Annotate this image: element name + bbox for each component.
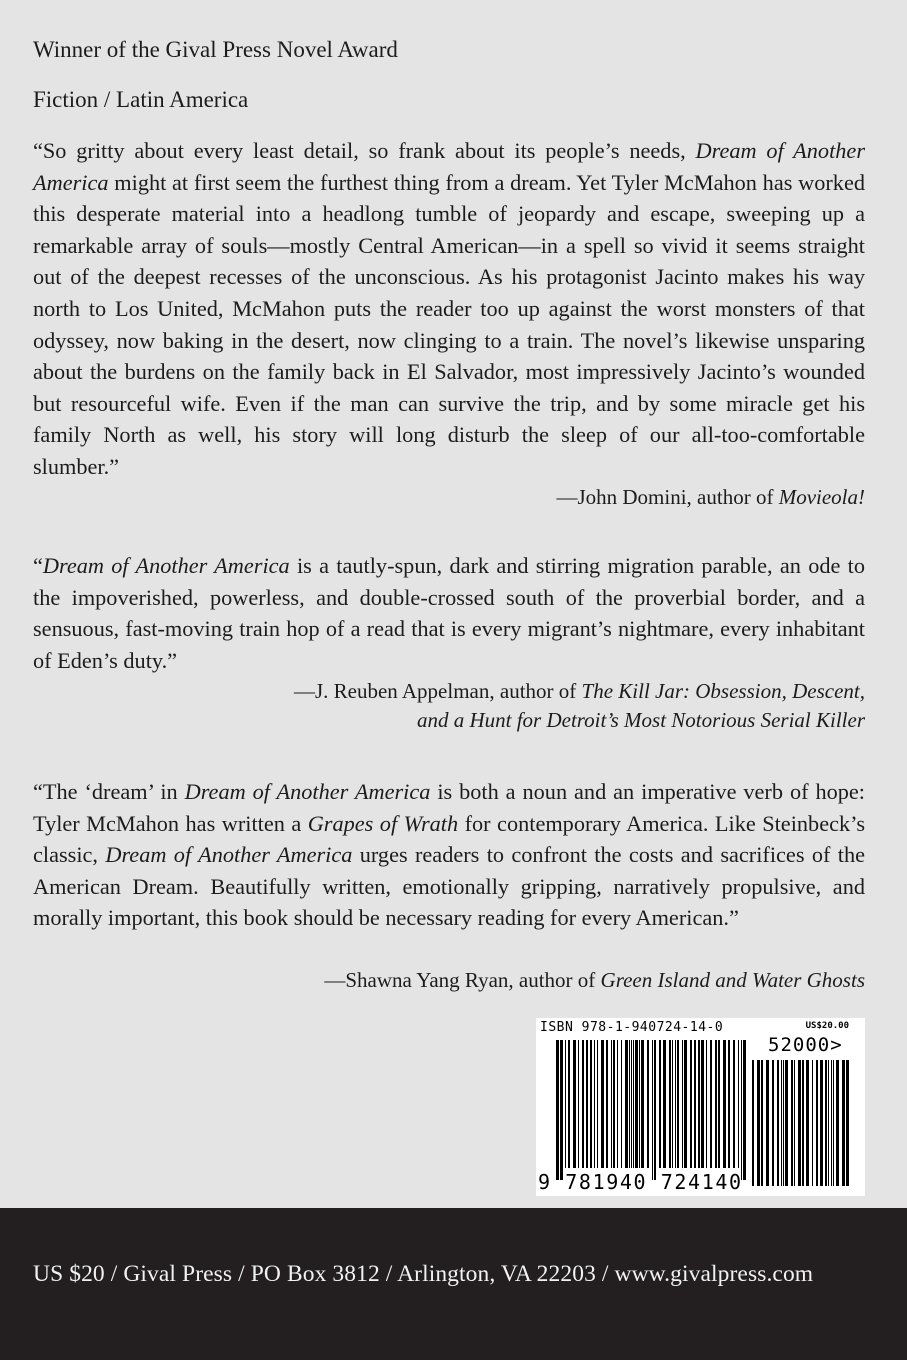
barcode-bar — [816, 1060, 818, 1186]
barcode-bar — [828, 1060, 829, 1186]
barcode-bar — [611, 1040, 612, 1168]
barcode-bar — [578, 1040, 579, 1168]
blurb-quote — [33, 135, 865, 483]
blurb-text-run: is both a noun and an imperative verb of hope: Tyler McMahon has written a — [33, 779, 865, 836]
barcode-bar — [741, 1040, 742, 1180]
barcode-bar — [672, 1040, 673, 1168]
barcode-bar — [785, 1060, 788, 1186]
blurb-text-run: might at first seem the furthest thing from a dream. Yet Tyler McMahon has worked this desperate material into a headlong tumble of jeopardy and escape, sweeping up a remarkable array of souls—mostly Central American—in a spell so vivid it seems straight out of the deepest recesses of the unconscious. As his protagonist Jacinto makes his way north to Los United, McMahon puts the reader too up against the worst monsters of that odyssey, now baking in the desert, now clinging to a train. The novel’s likewise unsparing about the burdens on the family back in El Salvador, most impressively Jacinto’s wounded but resourceful wife. Even if the man can survive the trip, and by some miracle get his family North as well, his story will long disturb the sleep of our all-too-comfortable slumber.” — [33, 169, 865, 479]
barcode-bar — [791, 1060, 793, 1186]
barcode-bar — [836, 1060, 839, 1186]
blurb-1 — [33, 135, 865, 483]
blurb-text-run: urges readers to confront the costs and sacrifices of the American Dream. Beautifully written, emotionally gripping, narratively propulsive, and morally important, this book should be necessary reading for every American.” — [33, 842, 865, 931]
blurb-2-attribution — [294, 677, 865, 735]
barcode-bar — [573, 1040, 576, 1168]
attribution-text-run: —Shawna Yang Ryan, author of — [324, 968, 601, 992]
blurb-3-attribution — [324, 966, 865, 995]
barcode-bar — [582, 1040, 584, 1168]
barcode-bar — [633, 1040, 634, 1168]
barcode-bar — [647, 1040, 649, 1168]
price-label: US$20.00 — [805, 1021, 849, 1031]
attribution-text-run: —J. Reuben Appelman, author of — [293, 679, 582, 703]
barcode-bar — [752, 1060, 754, 1186]
barcode-bar — [641, 1040, 644, 1168]
barcode-bar — [757, 1060, 760, 1186]
barcode-bar — [842, 1060, 845, 1186]
barcode-bar — [590, 1040, 592, 1168]
barcode-bar — [625, 1040, 628, 1168]
barcode-bar — [594, 1040, 595, 1168]
barcode-bar — [798, 1060, 801, 1186]
barcode-bar — [669, 1040, 671, 1168]
isbn-label: ISBN 978-1-940724-14-0 — [540, 1020, 724, 1035]
barcode-bar — [701, 1040, 704, 1168]
barcode-bar — [781, 1060, 782, 1186]
blurb-text-run: “The ‘dream’ in — [33, 779, 185, 804]
barcode-bar — [812, 1060, 813, 1186]
barcode-bar — [606, 1040, 608, 1168]
barcode-bar — [777, 1060, 779, 1186]
barcode-bar — [728, 1040, 730, 1168]
footer-text: US $20 / Gival Press / PO Box 3812 / Arlington, VA 22203 / www.givalpress.com — [33, 1261, 814, 1287]
barcode-bar — [631, 1040, 632, 1168]
barcode-bar — [617, 1040, 618, 1168]
barcode-bar — [621, 1040, 622, 1168]
attribution-text-run: Movieola! — [778, 485, 865, 509]
barcode-bar — [601, 1040, 604, 1168]
attribution-text-run: Green Island and Water Ghosts — [600, 968, 865, 992]
barcode-bar — [825, 1060, 827, 1186]
blurb-quote — [33, 776, 865, 934]
blurb-text-run: Dream of Another America — [33, 138, 865, 195]
blurb-1-attribution — [556, 483, 865, 512]
blurb-text-run: “So gritty about every least detail, so frank about its people’s needs, — [33, 138, 696, 163]
barcode-bar — [568, 1040, 570, 1168]
barcode-bar — [694, 1040, 696, 1168]
category-line: Fiction / Latin America — [33, 87, 249, 112]
barcode-bar — [846, 1060, 849, 1186]
barcode-bar — [733, 1040, 735, 1168]
barcode-bar — [706, 1040, 707, 1168]
attribution-text-run: —John Domini, author of — [556, 485, 779, 509]
barcode-bar — [718, 1040, 720, 1168]
barcode-bar — [833, 1060, 834, 1186]
barcode-bar — [586, 1040, 588, 1168]
barcode-bar — [794, 1060, 795, 1186]
addon-bars — [752, 1060, 852, 1190]
blurb-3 — [33, 776, 865, 934]
barcode-bar — [783, 1060, 784, 1186]
barcode-bar — [743, 1040, 746, 1180]
barcode-bar — [629, 1040, 630, 1168]
barcode-bar — [761, 1060, 763, 1186]
attribution-line — [556, 483, 865, 512]
barcode-bar — [723, 1040, 726, 1168]
blurb-text-run: is a tautly-spun, dark and stirring migration parable, an ode to the impoverished, powerless, and double-crossed south of the proverbial border, and a sensuous, fast-moving train hop of a read that is every migrant’s nightmare, every inhabitant of Eden’s duty.” — [33, 553, 865, 673]
barcode-bar — [772, 1060, 774, 1186]
barcode-bar — [652, 1040, 653, 1180]
barcode-bar — [675, 1040, 676, 1168]
barcode-bar — [659, 1040, 661, 1168]
blurb-text-run: “ — [33, 553, 43, 578]
attribution-text-run: and a Hunt for Detroit’s Most Notorious Serial Killer — [416, 708, 865, 732]
isbn-barcode — [536, 1018, 865, 1196]
barcode-bar — [654, 1040, 656, 1180]
barcode-bar — [682, 1040, 683, 1168]
award-line: Winner of the Gival Press Novel Award — [33, 37, 398, 62]
barcode-bar — [663, 1040, 666, 1168]
addon-digits: 52000> — [768, 1034, 843, 1056]
barcode-bar — [565, 1040, 566, 1168]
barcode-bar — [597, 1040, 598, 1168]
blurb-text-run: Dream of Another America — [42, 553, 290, 578]
barcode-bar — [690, 1040, 692, 1168]
blurb-2 — [33, 550, 865, 676]
footer-bar — [0, 1208, 907, 1360]
barcode-bar — [806, 1060, 809, 1186]
barcode-bar — [802, 1060, 804, 1186]
ean13-bars — [556, 1040, 748, 1190]
blurb-text-run: for contemporary America. Like Steinbeck’s classic, — [33, 810, 866, 868]
blurb-quote — [33, 550, 865, 676]
barcode-bar — [613, 1040, 615, 1168]
barcode-bar — [684, 1040, 687, 1168]
barcode-bar — [639, 1040, 640, 1168]
attribution-text-run: The Kill Jar: Obsession, Descent, — [581, 679, 865, 703]
barcode-bar — [635, 1040, 638, 1168]
attribution-line — [324, 966, 865, 995]
blurb-text-run: Grapes of Wrath — [307, 810, 459, 836]
barcode-bar — [738, 1040, 739, 1168]
ean-digits: 9 781940 724140 — [538, 1170, 743, 1194]
barcode-bar — [820, 1060, 823, 1186]
attribution-line — [294, 677, 865, 706]
barcode-bar — [715, 1040, 717, 1168]
blurb-text-run: Dream of Another America — [105, 842, 353, 868]
barcode-bar — [677, 1040, 679, 1168]
barcode-bar — [831, 1060, 832, 1186]
blurb-text-run: Dream of Another America — [184, 779, 431, 804]
barcode-bar — [710, 1040, 712, 1168]
barcode-bar — [556, 1040, 559, 1180]
barcode-bar — [698, 1040, 700, 1168]
attribution-line — [294, 706, 865, 735]
barcode-bar — [766, 1060, 769, 1186]
barcode-bar — [560, 1040, 563, 1180]
